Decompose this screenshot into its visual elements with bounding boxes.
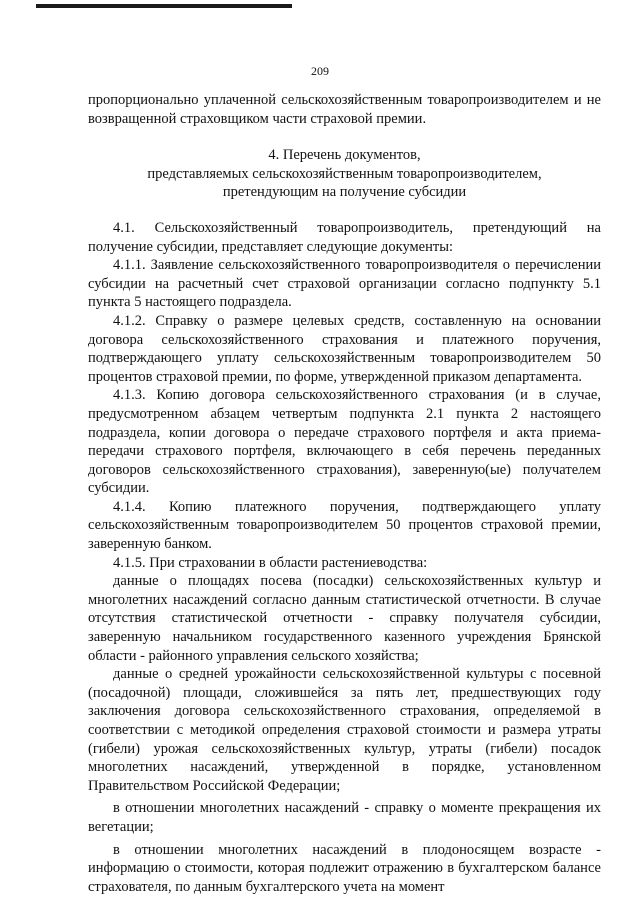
section-heading-line-3: претендующим на получение субсидии: [222, 184, 467, 201]
paragraph-average-yield-data: данные о средней урожайности сельскохозяйственной культуры с посевной (посадочной) площади, сложившейся за пять лет, предшествующих году заключения договора сельскохозяйственного страхования, определяемой в соответствии с методикой определения страховой стоимости и размера утраты (гибели) урожая сельскохозяйственных культур, утраты (гибели) посадок многолетних насаждений, утвержденной в порядке, установленном Правительством Российской Федерации;: [88, 666, 601, 794]
paragraph-planting-area-data: данные о площадях посева (посадки) сельскохозяйственных культур и многолетних насаждений согласно данным статистической отчетности. В случае отсутствия статистической отчетности - справку получателя субсидии, заверенную начальником государственного казенного учреждения Брянской области - районного управления сельского хозяйства;: [88, 573, 601, 664]
top-edge-rule: [36, 4, 292, 8]
paragraph-4-1-3: 4.1.3. Копию договора сельскохозяйственного страхования (и в случае, предусмотренном абзацем четвертым подпункта 2.1 пункта 2 настоящего подраздела, копии договора о передаче страхового портфеля и акта приема-передачи страхового портфеля, включающего в себя перечень переданных договоров сельскохозяйственного страхования), заверенную(ые) получателем субсидии.: [88, 387, 601, 497]
paragraph-perennial-fruiting-value: в отношении многолетних насаждений в плодоносящем возрасте - информацию о стоимости, которая подлежит отражению в бухгалтерском балансе страхователя, по данным бухгалтерского учета на момент: [88, 841, 601, 895]
section-heading-line-1: 4. Перечень документов,: [268, 147, 421, 164]
paragraph-perennial-vegetation: в отношении многолетних насаждений - справку о моменте прекращения их вегетации;: [88, 800, 601, 835]
paragraph-4-1-5: 4.1.5. При страховании в области растениеводства:: [113, 554, 428, 571]
document-body: [88, 91, 601, 896]
paragraph-4-1-4: 4.1.4. Копию платежного поручения, подтверждающего уплату сельскохозяйственным товаропроизводителем 50 процентов страховой премии, заверенную банком.: [88, 498, 601, 553]
intro-paragraph: пропорционально уплаченной сельскохозяйственным товаропроизводителем и не возвращенной страховщиком части страховой премии.: [88, 92, 601, 127]
page-number: 209: [311, 64, 329, 78]
paragraph-4-1-2: 4.1.2. Справку о размере целевых средств, составленную на основании договора сельскохозяйственного страхования и платежного поручения, подтверждающего уплату сельскохозяйственным товаропроизводителем 50 процентов страховой премии, по форме, утвержденной приказом департамента.: [88, 312, 601, 385]
section-heading: [88, 146, 601, 202]
section-heading-line-2: представляемых сельскохозяйственным товаропроизводителем,: [147, 165, 542, 182]
paragraph-4-1: 4.1. Сельскохозяйственный товаропроизводитель, претендующий на получение субсидии, представляет следующие документы:: [88, 219, 601, 255]
paragraph-4-1-1: 4.1.1. Заявление сельскохозяйственного товаропроизводителя о перечислении субсидии на расчетный счет страховой организации согласно подпункту 5.1 пункта 5 настоящего подраздела.: [88, 257, 601, 311]
